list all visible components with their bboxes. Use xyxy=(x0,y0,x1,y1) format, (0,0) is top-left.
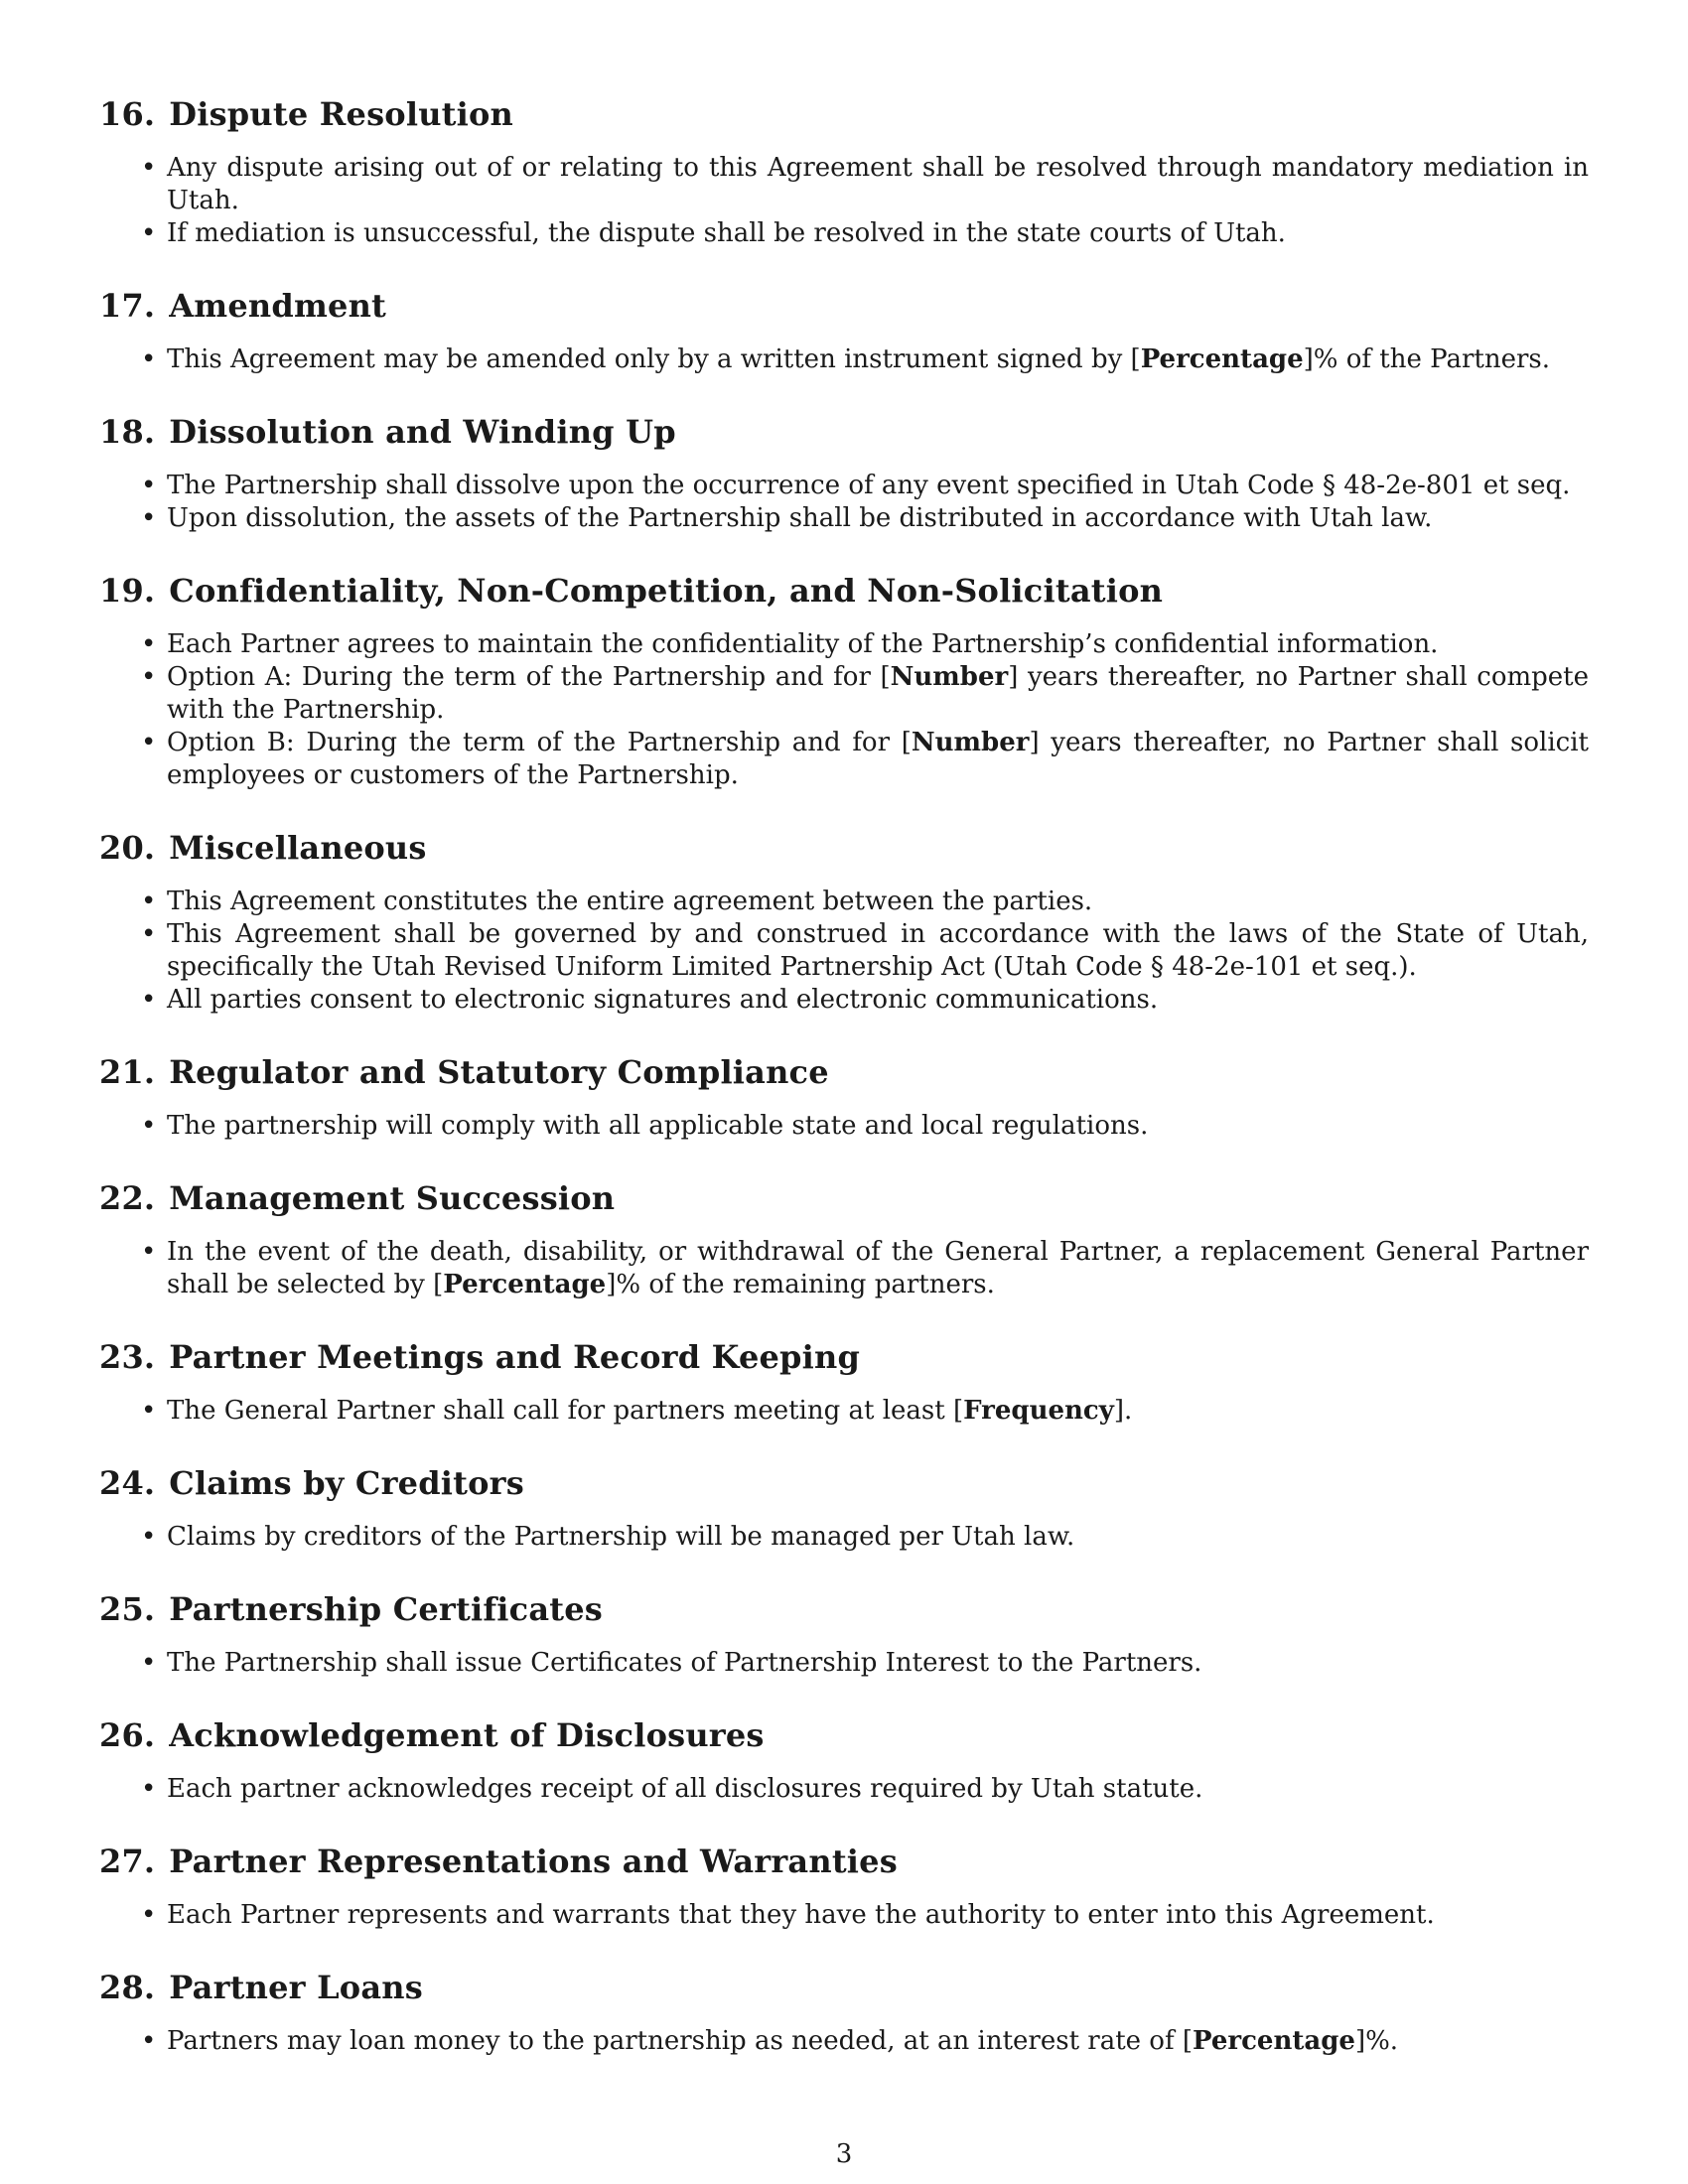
section-number: 27. xyxy=(99,1843,156,1880)
item-text: In the event of the death, disability, or withdrawal of the General Partner, a replacement General Partner shall be selected by [ xyxy=(167,1237,1589,1299)
section-number: 23. xyxy=(99,1338,156,1376)
section-heading xyxy=(99,1715,1589,1755)
list-item xyxy=(141,661,1590,727)
section-number: 22. xyxy=(99,1179,156,1217)
list-item xyxy=(141,2025,1589,2058)
section-title: Miscellaneous xyxy=(169,829,427,867)
section-1 xyxy=(99,286,1589,376)
section-title: Confidentiality, Non-Competition, and Non-Solicitation xyxy=(169,572,1164,610)
section-number: 25. xyxy=(99,1590,156,1628)
bullet-list xyxy=(99,628,1589,792)
list-item xyxy=(141,217,1589,250)
bullet-list xyxy=(99,1647,1589,1680)
list-item xyxy=(141,1647,1589,1680)
bullet-icon: • xyxy=(141,1237,157,1267)
item-text: ]%. xyxy=(1354,2026,1399,2056)
section-number: 21. xyxy=(99,1053,156,1091)
item-text: All parties consent to electronic signatures and electronic communications. xyxy=(167,985,1159,1015)
document-page xyxy=(99,94,1589,2094)
bullet-icon: • xyxy=(141,503,157,533)
list-item xyxy=(141,727,1590,792)
item-text: ] years thereafter, no Partner shall compete with the Partnership. xyxy=(167,662,1590,725)
bullet-list xyxy=(99,886,1589,1017)
sections-container xyxy=(99,94,1589,2058)
section-heading xyxy=(99,1842,1589,1881)
section-heading xyxy=(99,412,1589,452)
item-text: Each Partner represents and warrants that they have the authority to enter into this Agreement. xyxy=(167,1900,1435,1930)
section-heading xyxy=(99,1052,1589,1092)
list-item xyxy=(141,1773,1589,1806)
bullet-icon: • xyxy=(141,1522,157,1552)
section-7 xyxy=(99,1337,1589,1428)
section-heading xyxy=(99,1337,1589,1377)
placeholder-field: Number xyxy=(890,662,1009,692)
bullet-list xyxy=(99,343,1589,376)
section-11 xyxy=(99,1842,1589,1932)
list-item xyxy=(141,1521,1589,1554)
section-title: Dissolution and Winding Up xyxy=(169,413,676,451)
section-5 xyxy=(99,1052,1589,1143)
section-number: 19. xyxy=(99,572,156,610)
bullet-icon: • xyxy=(141,344,157,374)
list-item xyxy=(141,343,1589,376)
item-text: ] years thereafter, no Partner shall solicit employees or customers of the Partnership. xyxy=(167,728,1590,790)
section-number: 28. xyxy=(99,1969,156,2006)
item-text: Claims by creditors of the Partnership will be managed per Utah law. xyxy=(167,1522,1075,1552)
list-item xyxy=(141,1395,1589,1428)
list-item xyxy=(141,628,1589,661)
section-2 xyxy=(99,412,1589,535)
section-3 xyxy=(99,571,1589,792)
bullet-list xyxy=(99,2025,1589,2058)
section-number: 16. xyxy=(99,95,156,133)
item-text: This Agreement shall be governed by and construed in accordance with the laws of the State of Utah, specifically the Utah Revised Uniform Limited Partnership Act (Utah Code § 48-2e-101 et seq.). xyxy=(167,919,1589,982)
section-heading xyxy=(99,1463,1589,1503)
section-heading xyxy=(99,1968,1589,2007)
list-item xyxy=(141,1899,1589,1932)
section-heading xyxy=(99,1589,1589,1629)
bullet-icon: • xyxy=(141,887,157,916)
list-item xyxy=(141,1236,1589,1301)
bullet-icon: • xyxy=(141,1774,157,1804)
bullet-icon: • xyxy=(141,1648,157,1678)
bullet-icon: • xyxy=(141,1396,157,1426)
placeholder-field: Frequency xyxy=(963,1396,1114,1426)
bullet-list xyxy=(99,1110,1589,1143)
item-text: This Agreement may be amended only by a written instrument signed by [ xyxy=(167,344,1141,374)
section-title: Partnership Certificates xyxy=(169,1590,604,1628)
section-heading xyxy=(99,828,1589,868)
section-title: Regulator and Statutory Compliance xyxy=(169,1053,829,1091)
bullet-list xyxy=(99,1395,1589,1428)
section-heading xyxy=(99,286,1589,326)
bullet-icon: • xyxy=(141,919,157,949)
item-text: Partners may loan money to the partnership as needed, at an interest rate of [ xyxy=(167,2026,1193,2056)
section-number: 24. xyxy=(99,1464,156,1502)
bullet-icon: • xyxy=(141,153,157,183)
bullet-icon: • xyxy=(141,629,157,659)
item-text: If mediation is unsuccessful, the dispute shall be resolved in the state courts of Utah. xyxy=(167,218,1286,248)
bullet-list xyxy=(99,1236,1589,1301)
section-8 xyxy=(99,1463,1589,1554)
bullet-list xyxy=(99,1899,1589,1932)
section-10 xyxy=(99,1715,1589,1806)
section-12 xyxy=(99,1968,1589,2058)
section-title: Partner Meetings and Record Keeping xyxy=(169,1338,861,1376)
item-text: The Partnership shall issue Certificates of Partnership Interest to the Partners. xyxy=(167,1648,1202,1678)
item-text: ]% of the remaining partners. xyxy=(606,1270,995,1299)
section-title: Acknowledgement of Disclosures xyxy=(169,1716,765,1754)
section-6 xyxy=(99,1178,1589,1301)
item-text: Any dispute arising out of or relating to this Agreement shall be resolved through mandatory mediation in Utah. xyxy=(167,153,1589,215)
bullet-icon: • xyxy=(141,1111,157,1141)
item-text: Option A: During the term of the Partnership and for [ xyxy=(167,662,891,692)
item-text: The partnership will comply with all applicable state and local regulations. xyxy=(167,1111,1149,1141)
list-item xyxy=(141,1110,1589,1143)
list-item xyxy=(141,918,1589,984)
bullet-icon: • xyxy=(141,662,157,692)
bullet-icon: • xyxy=(141,1900,157,1930)
section-number: 20. xyxy=(99,829,156,867)
list-item xyxy=(141,502,1589,535)
bullet-icon: • xyxy=(141,2026,157,2056)
section-number: 17. xyxy=(99,287,156,325)
item-text: The Partnership shall dissolve upon the occurrence of any event specified in Utah Code § 48-2e-801 et seq. xyxy=(167,471,1571,500)
section-9 xyxy=(99,1589,1589,1680)
list-item xyxy=(141,886,1589,918)
section-4 xyxy=(99,828,1589,1017)
item-text: ]. xyxy=(1113,1396,1133,1426)
item-text: Upon dissolution, the assets of the Partnership shall be distributed in accordance with Utah law. xyxy=(167,503,1433,533)
section-title: Partner Loans xyxy=(169,1969,423,2006)
list-item xyxy=(141,984,1589,1017)
item-text: Each Partner agrees to maintain the confidentiality of the Partnership’s confidential information. xyxy=(167,629,1439,659)
placeholder-field: Percentage xyxy=(443,1270,607,1299)
bullet-list xyxy=(99,1773,1589,1806)
section-number: 18. xyxy=(99,413,156,451)
list-item xyxy=(141,152,1589,217)
list-item xyxy=(141,470,1589,502)
bullet-icon: • xyxy=(141,728,157,757)
section-0 xyxy=(99,94,1589,250)
bullet-list xyxy=(99,470,1589,535)
section-title: Partner Representations and Warranties xyxy=(169,1843,898,1880)
bullet-list xyxy=(99,152,1589,250)
item-text: This Agreement constitutes the entire agreement between the parties. xyxy=(167,887,1093,916)
section-title: Dispute Resolution xyxy=(169,95,514,133)
bullet-list xyxy=(99,1521,1589,1554)
bullet-icon: • xyxy=(141,218,157,248)
placeholder-field: Percentage xyxy=(1140,344,1304,374)
page-number: 3 xyxy=(835,2139,853,2169)
section-title: Management Succession xyxy=(169,1179,616,1217)
section-heading xyxy=(99,1178,1589,1218)
section-heading xyxy=(99,571,1589,611)
placeholder-field: Percentage xyxy=(1193,2026,1355,2056)
bullet-icon: • xyxy=(141,471,157,500)
item-text: Option B: During the term of the Partnership and for [ xyxy=(167,728,912,757)
section-heading xyxy=(99,94,1589,134)
placeholder-field: Number xyxy=(911,728,1030,757)
item-text: ]% of the Partners. xyxy=(1303,344,1551,374)
item-text: The General Partner shall call for partners meeting at least [ xyxy=(167,1396,964,1426)
section-number: 26. xyxy=(99,1716,156,1754)
section-title: Claims by Creditors xyxy=(169,1464,524,1502)
bullet-icon: • xyxy=(141,985,157,1015)
item-text: Each partner acknowledges receipt of all disclosures required by Utah statute. xyxy=(167,1774,1203,1804)
section-title: Amendment xyxy=(169,287,387,325)
